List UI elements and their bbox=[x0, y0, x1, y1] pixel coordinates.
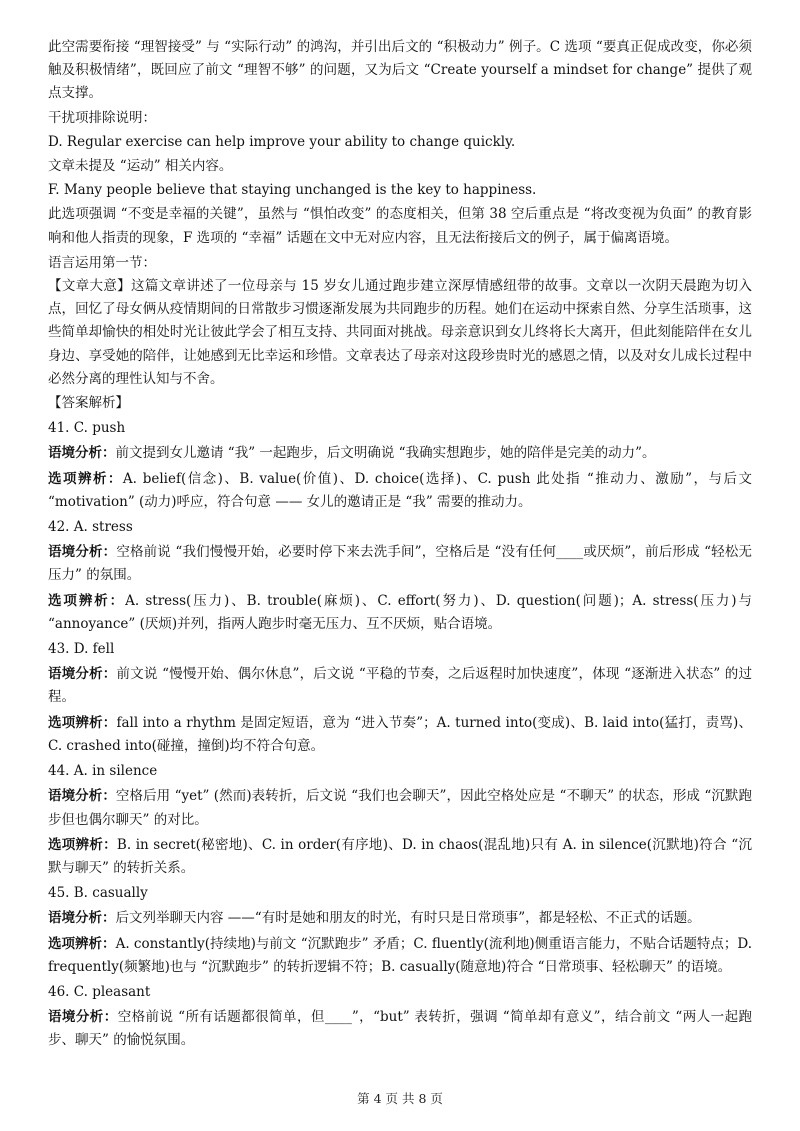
option-analysis bbox=[48, 590, 752, 636]
option-f-text: F. Many people believe that staying unchanged is the key to happiness. bbox=[48, 182, 537, 199]
context-text: 空格前说 “我们慢慢开始，必要时停下来去洗手间”，空格后是 “没有任何____或厌烦”，前后形成 “轻松无压力” 的氛围。 bbox=[48, 544, 753, 584]
question-head: 45. B. casually bbox=[48, 885, 148, 902]
option-label: 选项辨析： bbox=[48, 470, 123, 487]
article-summary: 【文章大意】这篇文章讲述了一位母亲与 15 岁女儿通过跑步建立深厚情感纽带的故事。文章以一次阴天晨跑为切入点，回忆了母女俩从疫情期间的日常散步习惯逐渐发展为共同跑步的历程。她们在运动中探索自然、分享生活琐事，这些简单却愉快的相处时光让彼此学会了相互支持、共同面对挑战。母亲意识到女儿终将长大离开，但此刻能陪伴在女儿身边、享受她的陪伴，让她感到无比幸运和珍惜。文章表达了母亲对这段珍贵时光的感恩之情，以及对女儿成长过程中必然分离的理性认知与不舍。 bbox=[48, 278, 752, 387]
option-analysis bbox=[48, 468, 752, 514]
context-label: 语境分析： bbox=[48, 544, 117, 561]
question-head: 44. A. in silence bbox=[48, 763, 158, 780]
option-d-text: D. Regular exercise can help improve your ability to change quickly. bbox=[48, 133, 516, 150]
page-number: 第 4 页 共 8 页 bbox=[357, 1091, 443, 1106]
intro-paragraph: 此空需要衔接 “理智接受” 与 “实际行动” 的鸿沟，并引出后文的 “积极动力” 例子。C 选项 “要真正促成改变，你必须触及积极情绪”，既回应了前文 “理智不够” 的问题，又为后文 “Create yourself a mindset for change” 提供了观点支撑。 bbox=[48, 39, 752, 102]
option-analysis bbox=[48, 933, 752, 979]
option-label: 选项辨析： bbox=[48, 714, 117, 731]
context-label: 语境分析： bbox=[48, 1009, 118, 1026]
question-block bbox=[48, 882, 752, 979]
context-analysis bbox=[48, 1006, 752, 1052]
option-text: B. in secret(秘密地)、C. in order(有序地)、D. in chaos(混乱地)只有 A. in silence(沉默地)符合 “沉默与聊天” 的转折关系。 bbox=[48, 836, 752, 876]
context-label: 语境分析： bbox=[48, 445, 116, 462]
section-title: 语言运用第一节： bbox=[48, 254, 156, 271]
option-analysis bbox=[48, 712, 752, 758]
option-text: fall into a rhythm 是固定短语，意为 “进入节奏”；A. turned into(变成)、B. laid into(猛打，责骂)、C. crashed into(碰撞，撞倒)均不符合句意。 bbox=[48, 714, 752, 754]
question-head: 41. C. push bbox=[48, 420, 126, 437]
question-block bbox=[48, 981, 752, 1053]
option-text: A. belief(信念)、B. value(价值)、D. choice(选择)、C. push 此处指 “推动力、激励”，与后文 “motivation” (动力)呼应，符合句意 —— 女儿的邀请正是 “我” 需要的推动力。 bbox=[48, 470, 752, 510]
option-label: 选项辨析： bbox=[48, 836, 117, 853]
option-label: 选项辨析： bbox=[48, 592, 126, 609]
question-block bbox=[48, 516, 752, 636]
option-analysis bbox=[48, 834, 752, 880]
option-label: 选项辨析： bbox=[48, 935, 116, 952]
context-analysis bbox=[48, 541, 752, 587]
question-block bbox=[48, 417, 752, 514]
option-text: A. stress(压力)、B. trouble(麻烦)、C. effort(努力)、D. question(问题)；A. stress(压力)与 “annoyance” (厌烦)并列，指两人跑步时毫无压力、互不厌烦，贴合语境。 bbox=[48, 592, 752, 632]
option-d-note: 文章未提及 “运动” 相关内容。 bbox=[48, 158, 233, 175]
context-text: 前文说 “慢慢开始、偶尔休息”，后文说 “平稳的节奏，之后返程时加快速度”，体现 “逐渐进入状态” 的过程。 bbox=[48, 666, 753, 706]
answers-heading: 【答案解析】 bbox=[48, 395, 129, 412]
context-text: 后文列举聊天内容 ——“有时是她和朋友的时光，有时只是日常琐事”，都是轻松、不正式的话题。 bbox=[115, 910, 701, 927]
distractor-heading: 干扰项排除说明： bbox=[48, 109, 156, 126]
context-label: 语境分析： bbox=[48, 910, 116, 927]
context-text: 前文提到女儿邀请 “我” 一起跑步，后文明确说 “我确实想跑步，她的陪伴是完美的动力”。 bbox=[115, 445, 656, 462]
question-head: 42. A. stress bbox=[48, 519, 133, 536]
context-label: 语境分析： bbox=[48, 666, 117, 683]
context-analysis bbox=[48, 907, 752, 930]
question-block bbox=[48, 760, 752, 880]
context-text: 空格前说 “所有话题都很简单，但____”，“but” 表转折，强调 “简单却有意义”，结合前文 “两人一起跑步、聊天” 的愉悦氛围。 bbox=[48, 1009, 752, 1049]
context-label: 语境分析： bbox=[48, 788, 116, 805]
option-f-note: 此选项强调 “不变是幸福的关键”，虽然与 “惧怕改变” 的态度相关，但第 38 空后重点是 “将改变视为负面” 的教育影响和他人指责的现象，F 选项的 “幸福” 话题在文中无对应内容，且无法衔接后文的例子，属于偏离语境。 bbox=[48, 206, 752, 246]
context-analysis bbox=[48, 663, 752, 709]
page-footer bbox=[0, 1089, 800, 1107]
context-analysis bbox=[48, 785, 752, 831]
question-head: 46. C. pleasant bbox=[48, 983, 151, 1000]
context-text: 空格后用 “yet” (然而)表转折，后文说 “我们也会聊天”，因此空格处应是 “不聊天” 的状态，形成 “沉默跑步但也偶尔聊天” 的对比。 bbox=[48, 788, 753, 828]
option-text: A. constantly(持续地)与前文 “沉默跑步” 矛盾；C. fluently(流利地)侧重语言能力，不贴合话题特点；D. frequently(频繁地)也与 “沉默跑步” 的转折逻辑不符；B. casually(随意地)符合 “日常琐事、轻松聊天” 的语境。 bbox=[48, 935, 753, 975]
context-analysis bbox=[48, 442, 752, 465]
question-block bbox=[48, 638, 752, 758]
document-body bbox=[48, 36, 752, 1053]
question-head: 43. D. fell bbox=[48, 641, 115, 658]
